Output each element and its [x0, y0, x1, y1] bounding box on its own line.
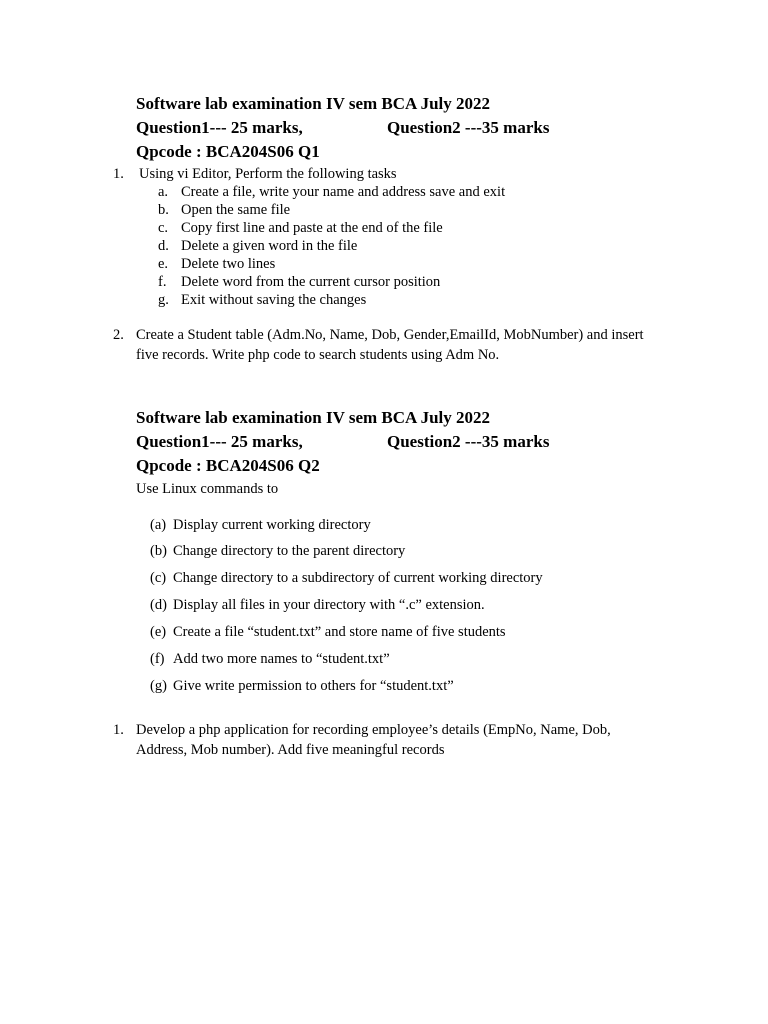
task-letter: (c) [150, 570, 167, 586]
task-text: Open the same file [181, 202, 291, 218]
task-letter: b. [158, 202, 169, 218]
task-text: Change directory to the parent directory [173, 543, 406, 559]
task-letter: e. [158, 256, 169, 272]
qpcode: Qpcode : BCA204S06 Q2 [136, 456, 320, 475]
task-text: Delete two lines [181, 256, 276, 272]
question-text-line1: Create a Student table (Adm.No, Name, Dob, Gender,EmailId, MobNumber) and insert [136, 327, 644, 343]
task-letter: c. [158, 220, 169, 236]
task-text: Exit without saving the changes [181, 292, 367, 308]
task-text: Give write permission to others for “student.txt” [173, 678, 454, 694]
task-text: Display all files in your directory with “.c” extension. [173, 597, 485, 613]
section-intro: Use Linux commands to [136, 481, 279, 497]
exam-title: Software lab examination IV sem BCA July 2022 [136, 94, 491, 113]
task-text: Delete a given word in the file [181, 238, 358, 254]
task-letter: (d) [150, 597, 167, 613]
question-number: 1. [113, 722, 124, 738]
qpcode: Qpcode : BCA204S06 Q1 [136, 142, 320, 161]
task-letter: (b) [150, 543, 167, 559]
task-letter: (e) [150, 624, 167, 640]
question-text-line1: Develop a php application for recording employee’s details (EmpNo, Name, Dob, [136, 722, 611, 738]
question2-marks: Question2 ---35 marks [387, 432, 550, 451]
task-letter: (g) [150, 678, 167, 694]
task-text: Add two more names to “student.txt” [173, 651, 390, 667]
task-text: Create a file, write your name and address save and exit [181, 184, 506, 200]
exam-title: Software lab examination IV sem BCA July 2022 [136, 408, 491, 427]
task-letter: g. [158, 292, 169, 308]
task-letter: (f) [150, 651, 165, 667]
question-number: 1. [113, 166, 124, 182]
task-text: Display current working directory [173, 517, 371, 533]
question1-marks: Question1--- 25 marks, [136, 432, 303, 451]
question-text-line2: five records. Write php code to search students using Adm No. [136, 347, 500, 363]
task-letter: a. [158, 184, 169, 200]
task-text: Create a file “student.txt” and store name of five students [173, 624, 506, 640]
task-text: Delete word from the current cursor position [181, 274, 441, 290]
question-text: Using vi Editor, Perform the following tasks [139, 166, 397, 182]
question-number: 2. [113, 327, 124, 343]
task-text: Change directory to a subdirectory of current working directory [173, 570, 543, 586]
task-letter: f. [158, 274, 167, 290]
task-letter: d. [158, 238, 169, 254]
question1-marks: Question1--- 25 marks, [136, 118, 303, 137]
question-text-line2: Address, Mob number). Add five meaningful records [136, 742, 445, 758]
task-letter: (a) [150, 517, 167, 533]
question2-marks: Question2 ---35 marks [387, 118, 550, 137]
task-text: Copy first line and paste at the end of the file [181, 220, 443, 236]
